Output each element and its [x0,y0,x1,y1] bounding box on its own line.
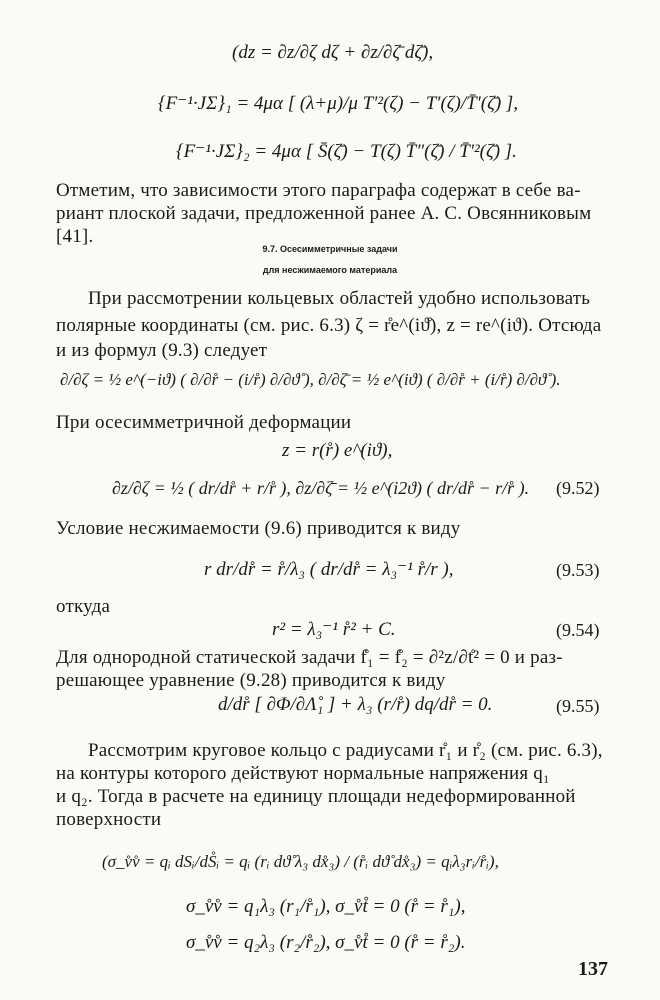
page-number: 137 [578,958,608,980]
formula-sigma1: {F⁻¹·JΣ}₁ = 4μα [ (λ+μ)/μ T′²(ζ) − T′(ζ)/T̄′(ζ̄) ], [158,93,519,114]
paragraph-line: Отметим, что зависимости этого параграфа содержат в себе ва- [56,180,581,201]
formula-resolving: d/dr̊ [ ∂Φ/∂Λ̊₁ ] + λ₃ (r/r̊) dq/dr̊ = 0. [218,694,493,715]
equation-number: (9.53) [556,560,600,580]
equation-number: (9.54) [556,620,600,640]
formula-derivatives: ∂/∂ζ = ½ e^(−iϑ) ( ∂/∂r̊ − (i/r̊) ∂/∂ϑ̊ ), ∂/∂ζ̄ = ½ e^(iϑ) ( ∂/∂r̊ + (i/r̊) ∂/∂ϑ̊ ). [60,370,561,389]
paragraph-line: Для однородной статической задачи f̊₁ = f̊₂ = ∂²z/∂t̊² = 0 и раз- [56,647,563,668]
formula-dz-dzeta: ∂z/∂ζ = ½ ( dr/dr̊ + r/r̊ ), ∂z/∂ζ̄ = ½ e^(i2ϑ) ( dr/dr̊ − r/r̊ ). [112,478,530,498]
paragraph-line: откуда [56,596,111,617]
paragraph-line: При рассмотрении кольцевых областей удобно использовать [88,288,591,309]
paragraph-line: При осесимметричной деформации [56,412,352,433]
section-heading: 9.7. Осесимметричные задачи [262,244,398,254]
equation-number: (9.52) [556,478,600,498]
paragraph-line: Рассмотрим круговое кольцо с радиусами r̊₁ и r̊₂ (см. рис. 6.3), [88,740,603,761]
section-heading: для несжимаемого материала [262,265,398,275]
paragraph-line: на контуры которого действуют нормальные напряжения q₁ [56,763,550,784]
paragraph-line: полярные координаты (см. рис. 6.3) ζ = r̊e^(iϑ̊), z = re^(iϑ). Отсюда [56,315,602,336]
equation-number: (9.55) [556,696,600,716]
paragraph-line: и q₂. Тогда в расчете на единицу площади недеформированной [56,786,576,807]
formula-incompressibility: r dr/dr̊ = r̊/λ₃ ( dr/dr̊ = λ₃⁻¹ r̊/r ), [204,559,454,580]
formula-sigma2: {F⁻¹·JΣ}₂ = 4μα [ S̄(ζ̄) − T(ζ) T̄″(ζ̄) / T̄′²(ζ̄) ]. [176,141,517,162]
paragraph-line: Условие несжимаемости (9.6) приводится к виду [56,518,461,539]
paragraph-line: и из формул (9.3) следует [56,340,268,361]
paragraph-line: [41]. [56,226,94,247]
formula-stress-def: (σ_v̊v̊ = qᵢ dSᵢ/dS̊ᵢ = qᵢ (rᵢ dϑ̊ λ₃ dx̊₃) / (r̊ᵢ dϑ̊ dx̊₃) = qᵢλ₃rᵢ/r̊ᵢ), [102,852,499,871]
paragraph-line: поверхности [56,809,162,830]
paragraph-line: решающее уравнение (9.28) приводится к виду [56,670,446,691]
formula-stress-2: σ_v̊v̊ = q₂λ₃ (r₂/r̊₂), σ_v̊t̊ = 0 (r̊ = r̊₂). [186,932,466,953]
formula-dz: (dz = ∂z/∂ζ dζ + ∂z/∂ζ̄ dζ̄), [232,42,434,63]
paragraph-line: риант плоской задачи, предложенной ранее А. С. Овсянниковым [56,203,592,224]
formula-r-squared: r² = λ₃⁻¹ r̊² + C. [272,619,396,640]
formula-stress-1: σ_v̊v̊ = q₁λ₃ (r₁/r̊₁), σ_v̊t̊ = 0 (r̊ = r̊₁), [186,896,466,917]
formula-z: z = r(r̊) e^(iϑ), [282,440,393,461]
